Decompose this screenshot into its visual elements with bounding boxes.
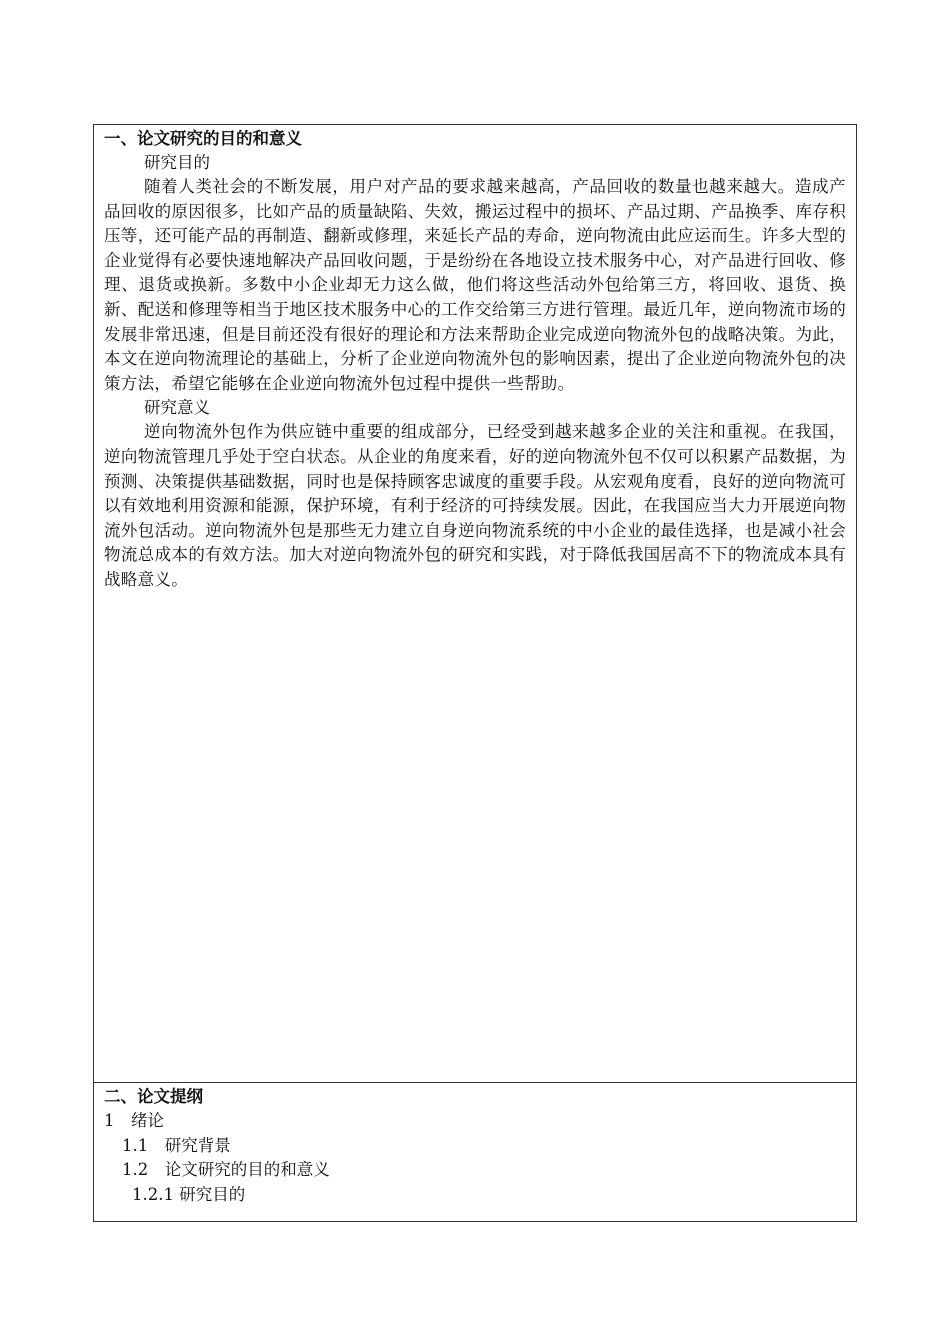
purpose-label: 研究目的 — [144, 153, 210, 172]
outline-item-chapter-1: 1 绪论 — [104, 1111, 164, 1130]
section-heading-outline: 二、论文提纲 — [104, 1087, 203, 1106]
proposal-table — [93, 124, 857, 1222]
section-heading-purpose: 一、论文研究的目的和意义 — [104, 129, 302, 148]
purpose-significance-cell — [94, 125, 856, 1083]
outline-item-1-1: 1.1 研究背景 — [122, 1135, 231, 1155]
outline-item-1-2: 1.2 论文研究的目的和意义 — [122, 1160, 330, 1179]
significance-label: 研究意义 — [144, 398, 210, 418]
significance-paragraph: 逆向物流外包作为供应链中重要的组成部分，已经受到越来越多企业的关注和重视。在我国，逆向物流管理几乎处于空白状态。从企业的角度来看，好的逆向物流外包不仅可以积累产品数据，为预测、决策提供基础数据，同时也是保持顾客忠诚度的重要手段。从宏观角度看，良好的逆向物流可以有效地利用资源和能源，保护环境，有利于经济的可持续发展。因此，在我国应当大力开展逆向物流外包活动。逆向物流外包是那些无力建立自身逆向物流系统的中小企业的最佳选择，也是减小社会物流总成本的有效方法。加大对逆向物流外包的研究和实践，对于降低我国居高不下的物流成本具有战略意义。 — [104, 422, 846, 589]
outline-cell — [94, 1083, 856, 1221]
purpose-paragraph: 随着人类社会的不断发展，用户对产品的要求越来越高，产品回收的数量也越来越大。造成产品回收的原因很多，比如产品的质量缺陷、失效，搬运过程中的损坏、产品过期、产品换季、库存积压等，还可能产品的再制造、翻新或修理，来延长产品的寿命，逆向物流由此应运而生。许多大型的企业觉得有必要快速地解决产品回收问题，于是纷纷在各地设立技术服务中心，对产品进行回收、修理、退货或换新。多数中小企业却无力这么做，他们将这些活动外包给第三方，将回收、退货、换新、配送和修理等相当于地区技术服务中心的工作交给第三方进行管理。最近几年，逆向物流市场的发展非常迅速，但是目前还没有很好的理论和方法来帮助企业完成逆向物流外包的战略决策。为此，本文在逆向物流理论的基础上，分析了企业逆向物流外包的影响因素，提出了企业逆向物流外包的决策方法，希望它能够在企业逆向物流外包过程中提供一些帮助。 — [104, 177, 846, 393]
outline-item-1-2-1: 1.2.1 研究目的 — [132, 1184, 246, 1204]
